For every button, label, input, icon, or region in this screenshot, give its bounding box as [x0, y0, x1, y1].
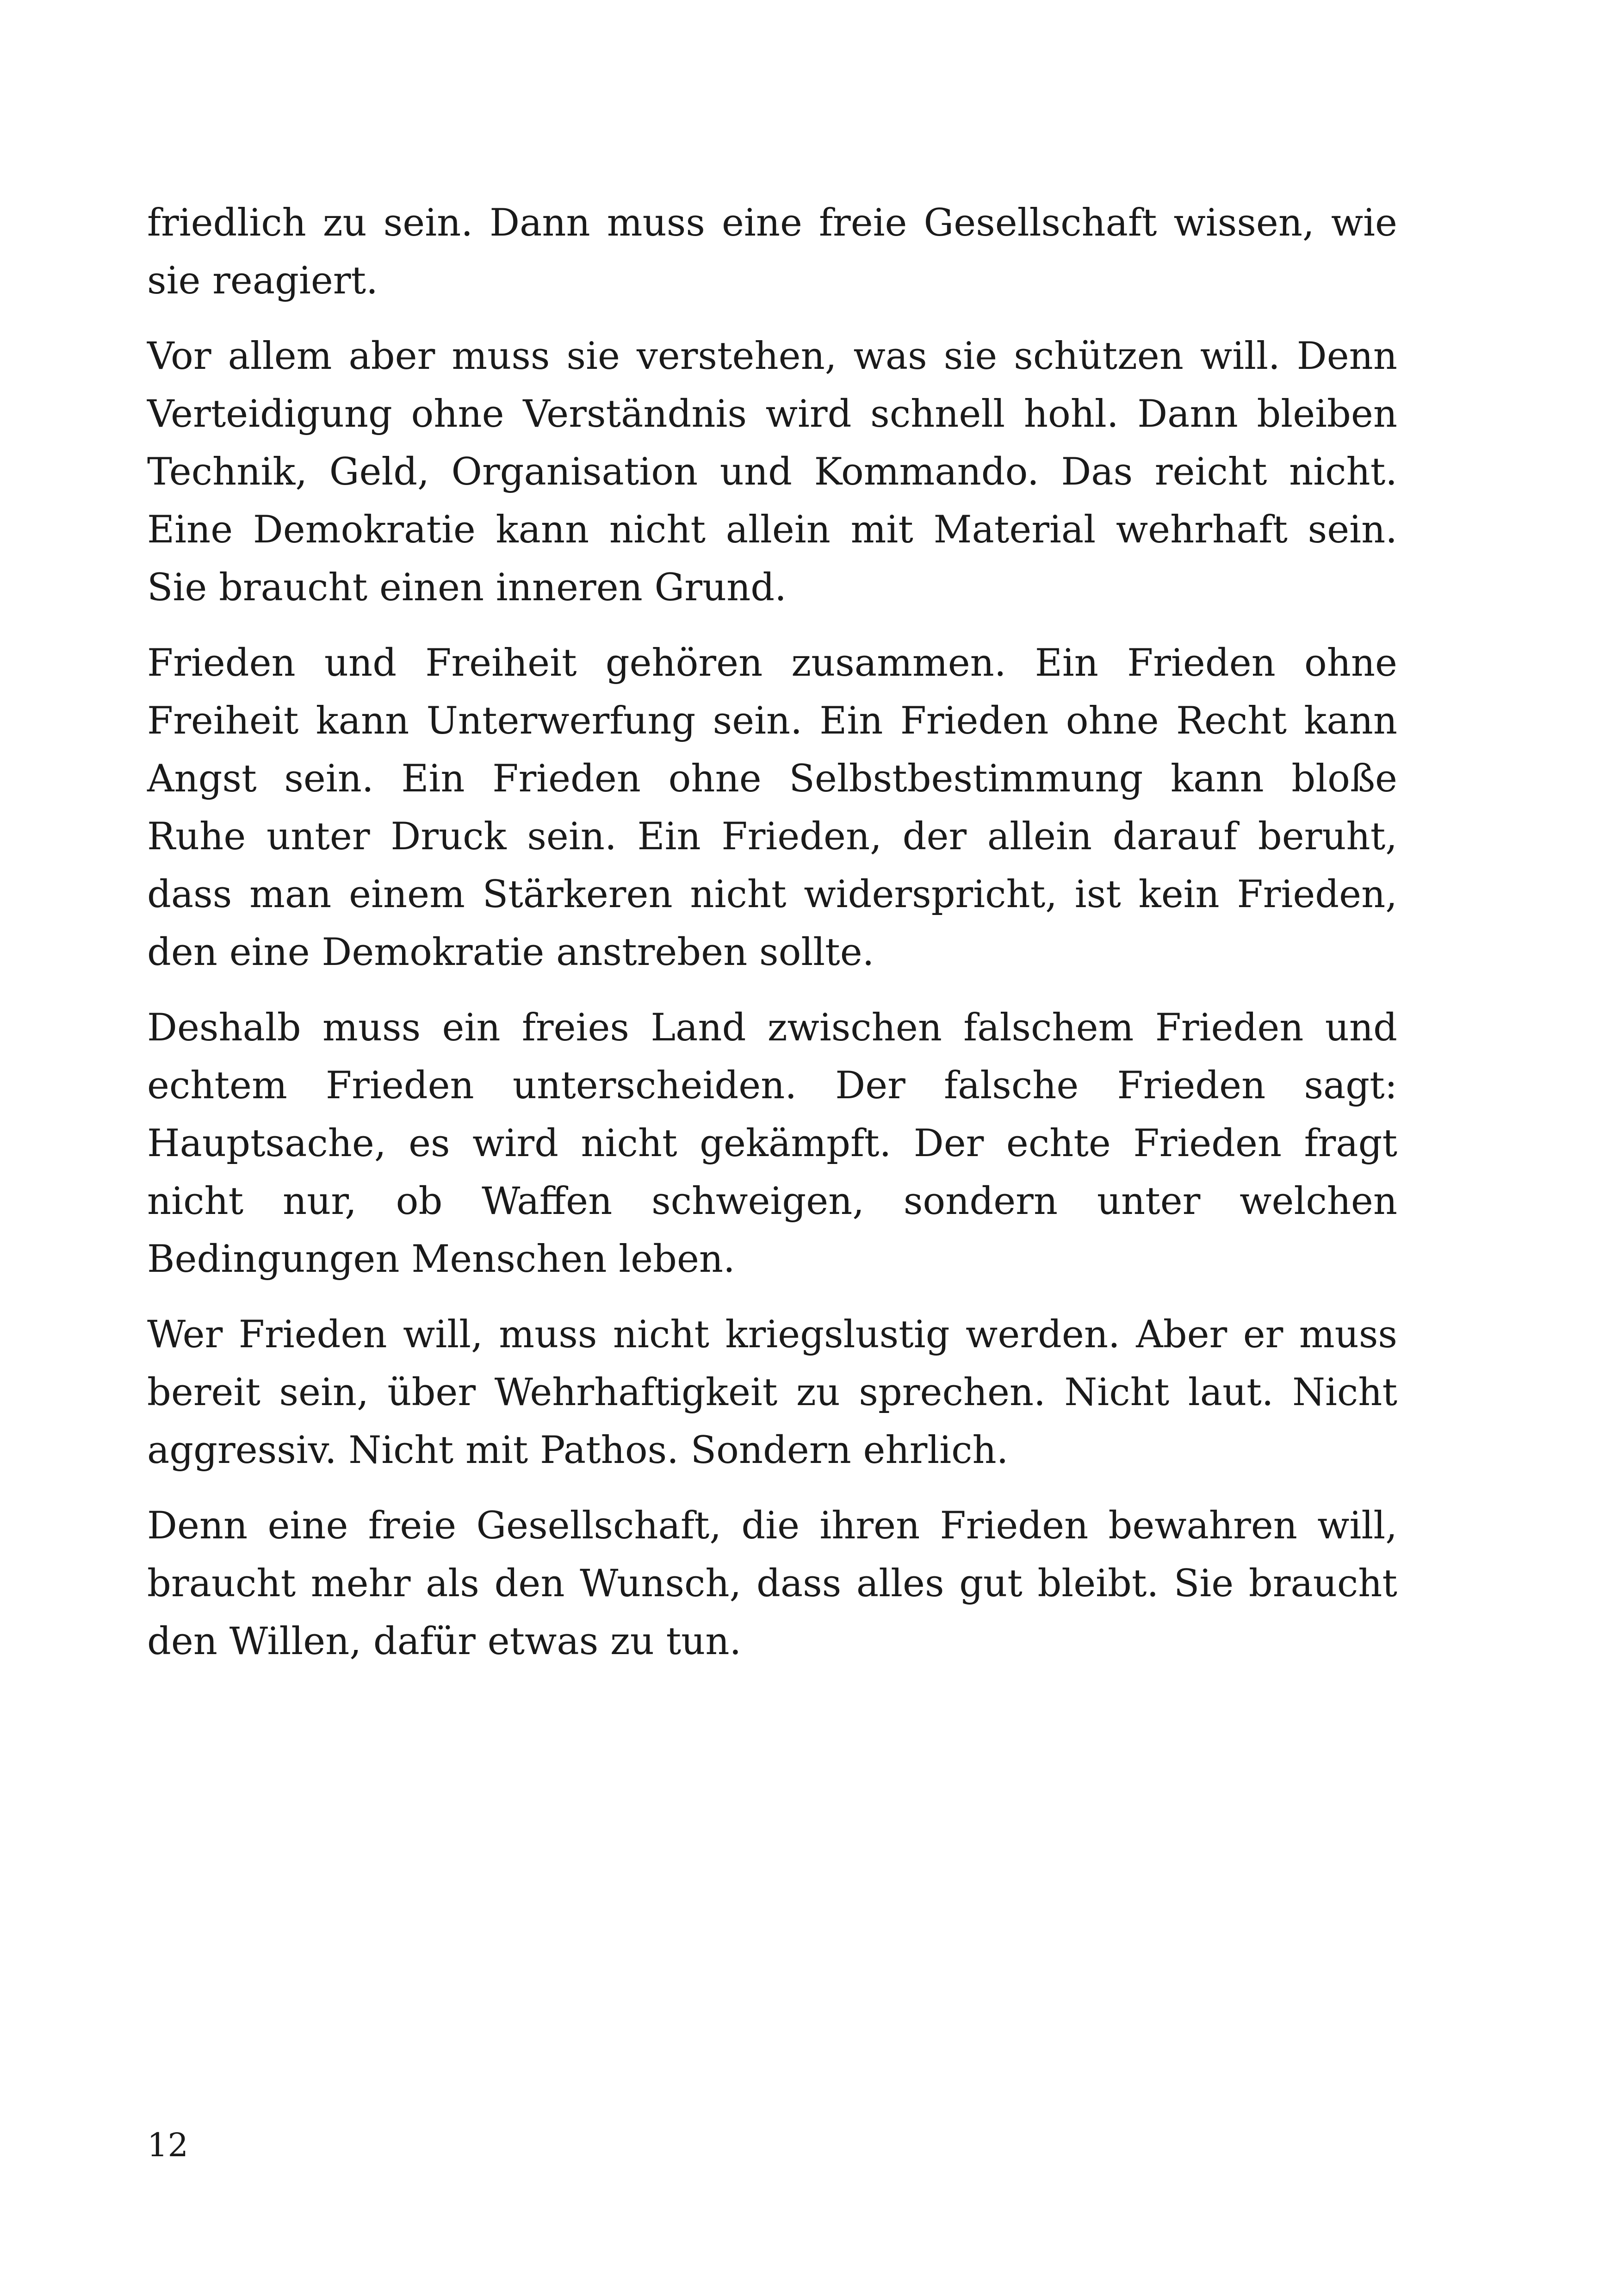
- paragraph: Deshalb muss ein freies Land zwischen falschem Frieden und echtem Frieden unterscheiden. Der falsche Frieden sagt: Hauptsache, es wird nicht gekämpft. Der echte Frieden fragt nicht nur, ob Waffen schweigen, sondern unter welchen Bedingungen Menschen leben.: [147, 1006, 1397, 1281]
- paragraph: Wer Frieden will, muss nicht kriegslustig werden. Aber er muss bereit sein, über Wehrhaftigkeit zu sprechen. Nicht laut. Nicht aggressiv. Nicht mit Pathos. Sondern ehrlich.: [147, 1313, 1397, 1472]
- paragraph: Frieden und Freiheit gehören zusammen. Ein Frieden ohne Freiheit kann Unterwerfung sein. Ein Frieden ohne Recht kann Angst sein. Ein Frieden ohne Selbstbestimmung kann bloße Ruhe unter Druck sein. Ein Frieden, der allein darauf beruht, dass man einem Stärkeren nicht widerspricht, ist kein Frieden, den eine Demokratie anstreben sollte.: [147, 641, 1397, 974]
- paragraph: Denn eine freie Gesellschaft, die ihren Frieden bewahren will, braucht mehr als den Wunsch, dass alles gut bleibt. Sie braucht den Willen, dafür etwas zu tun.: [147, 1504, 1397, 1663]
- paragraph: friedlich zu sein. Dann muss eine freie Gesellschaft wissen, wie sie reagiert.: [147, 201, 1397, 303]
- page-number: 12: [147, 2126, 189, 2164]
- paragraph: Vor allem aber muss sie verstehen, was sie schützen will. Denn Verteidigung ohne Verständnis wird schnell hohl. Dann bleiben Technik, Geld, Organisation und Kommando. Das reicht nicht. Eine Demokratie kann nicht allein mit Material wehrhaft sein. Sie braucht einen inneren Grund.: [147, 335, 1397, 610]
- body-text: [147, 194, 1397, 1688]
